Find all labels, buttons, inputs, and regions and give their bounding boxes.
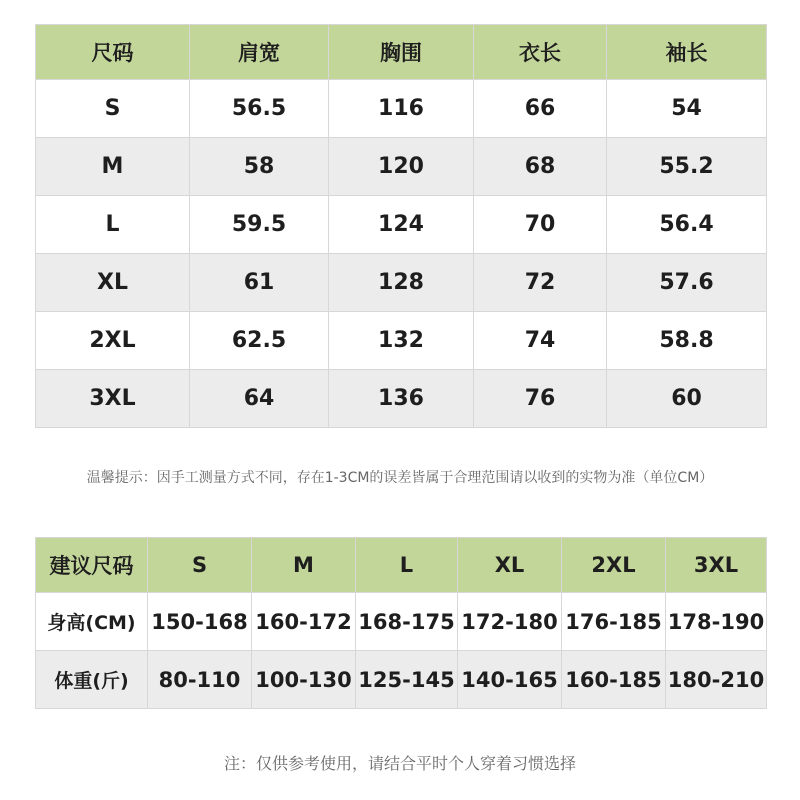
header-chest: 胸围 (329, 25, 474, 80)
cell: 178-190 (666, 593, 767, 651)
cell: 136 (329, 370, 474, 428)
header-length: 衣长 (474, 25, 607, 80)
cell: 140-165 (458, 651, 562, 709)
cell: XL (36, 254, 190, 312)
recommend-header-row (36, 538, 767, 593)
header-size-s: S (148, 538, 252, 593)
cell: 116 (329, 80, 474, 138)
cell: 176-185 (562, 593, 666, 651)
cell: 60 (607, 370, 767, 428)
cell: L (36, 196, 190, 254)
cell: S (36, 80, 190, 138)
header-size-2xl: 2XL (562, 538, 666, 593)
table-row (36, 254, 767, 312)
header-size-m: M (252, 538, 356, 593)
cell: 120 (329, 138, 474, 196)
cell: 72 (474, 254, 607, 312)
usage-note: 注：仅供参考使用，请结合平时个人穿着习惯选择 (223, 754, 576, 773)
cell: 76 (474, 370, 607, 428)
row-label-weight: 体重(斤) (36, 651, 148, 709)
cell: 180-210 (666, 651, 767, 709)
cell: 54 (607, 80, 767, 138)
recommend-size-table (35, 537, 767, 709)
cell: 62.5 (190, 312, 329, 370)
cell: 128 (329, 254, 474, 312)
cell: 132 (329, 312, 474, 370)
table-row (36, 593, 767, 651)
header-shoulder: 肩宽 (190, 25, 329, 80)
cell: 172-180 (458, 593, 562, 651)
measurement-note: 温馨提示：因手工测量方式不同，存在1-3CM的误差皆属于合理范围请以收到的实物为准（单位CM） (86, 470, 714, 486)
cell: M (36, 138, 190, 196)
cell: 160-185 (562, 651, 666, 709)
cell: 2XL (36, 312, 190, 370)
table-row (36, 196, 767, 254)
header-size-l: L (356, 538, 458, 593)
table-row (36, 80, 767, 138)
header-size-xl: XL (458, 538, 562, 593)
cell: 57.6 (607, 254, 767, 312)
cell: 66 (474, 80, 607, 138)
cell: 168-175 (356, 593, 458, 651)
cell: 125-145 (356, 651, 458, 709)
cell: 64 (190, 370, 329, 428)
cell: 56.5 (190, 80, 329, 138)
cell: 160-172 (252, 593, 356, 651)
header-size: 尺码 (36, 25, 190, 80)
cell: 61 (190, 254, 329, 312)
cell: 68 (474, 138, 607, 196)
cell: 150-168 (148, 593, 252, 651)
size-chart-header-row (36, 25, 767, 80)
size-chart-table (35, 24, 767, 428)
row-label-height: 身高(CM) (36, 593, 148, 651)
cell: 80-110 (148, 651, 252, 709)
cell: 56.4 (607, 196, 767, 254)
header-sleeve: 袖长 (607, 25, 767, 80)
cell: 58.8 (607, 312, 767, 370)
table-row (36, 312, 767, 370)
cell: 124 (329, 196, 474, 254)
header-size-3xl: 3XL (666, 538, 767, 593)
table-row (36, 138, 767, 196)
cell: 74 (474, 312, 607, 370)
table-row (36, 651, 767, 709)
header-recommend-size: 建议尺码 (36, 538, 148, 593)
cell: 59.5 (190, 196, 329, 254)
cell: 70 (474, 196, 607, 254)
cell: 3XL (36, 370, 190, 428)
table-row (36, 370, 767, 428)
cell: 58 (190, 138, 329, 196)
cell: 55.2 (607, 138, 767, 196)
cell: 100-130 (252, 651, 356, 709)
